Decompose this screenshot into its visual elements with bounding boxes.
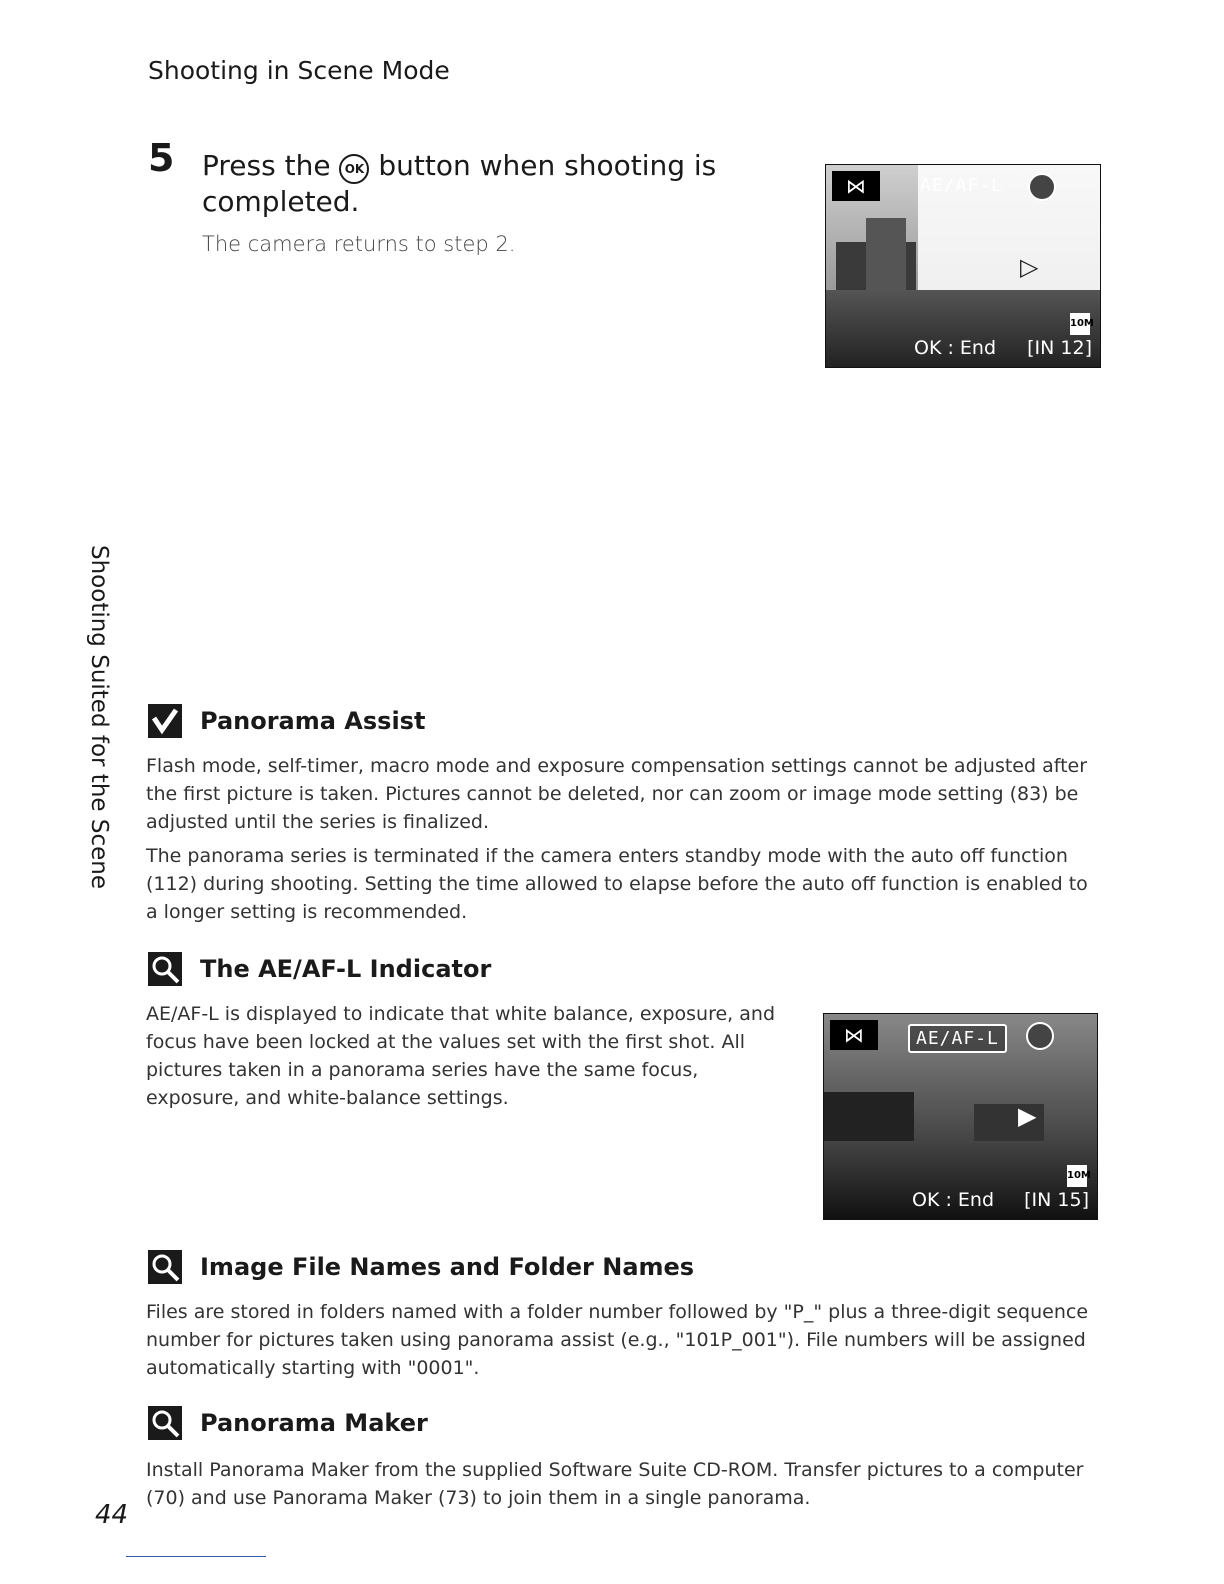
note-heading-ael-indicator bbox=[148, 952, 491, 986]
paragraph: Files are stored in folders named with a folder number followed by "P_" plus a three-digit sequence number for pictures taken using panorama assist (e.g., "101P_001"). File numbers will be assigned automatically starting with "0001". bbox=[146, 1301, 1089, 1379]
exposure-count: [IN 12] bbox=[1027, 337, 1092, 359]
side-tab-label: Shooting Suited for the Scene bbox=[86, 545, 112, 889]
note-heading-file-names bbox=[148, 1250, 694, 1284]
page-number: 44 bbox=[95, 1500, 129, 1530]
camera-screen-1 bbox=[825, 164, 1101, 368]
ae-af-lock-label: AE/AF-L bbox=[908, 1024, 1007, 1053]
note-title: The AE/AF-L Indicator bbox=[200, 955, 492, 983]
tip-magnifier-icon bbox=[148, 952, 182, 986]
direction-arrow-icon: ▶ bbox=[1018, 1102, 1037, 1130]
note-body-file-names bbox=[146, 1298, 1096, 1382]
caution-check-icon bbox=[148, 704, 182, 738]
note-body-panorama-assist bbox=[146, 752, 1096, 926]
note-body-panorama-maker bbox=[146, 1456, 1096, 1512]
page-header: Shooting in Scene Mode bbox=[148, 56, 450, 85]
ok-end-label: OK : End bbox=[912, 1189, 995, 1211]
footer-rule bbox=[126, 1556, 266, 1557]
paragraph: Install Panorama Maker from the supplied Software Suite CD-ROM. Transfer pictures to a computer (70) and use Panorama Maker (73) to join them in a single panorama. bbox=[146, 1459, 1084, 1509]
step-description: The camera returns to step 2. bbox=[202, 232, 516, 256]
direction-arrow-icon: ▷ bbox=[1020, 253, 1039, 281]
note-title: Panorama Assist bbox=[200, 707, 426, 735]
tip-magnifier-icon bbox=[148, 1406, 182, 1440]
tip-magnifier-icon bbox=[148, 1250, 182, 1284]
paragraph: The panorama series is terminated if the camera enters standby mode with the auto off function (112) during shooting. Setting the time allowed to elapse before the auto off function is enabled to a longer setting is recommended. bbox=[146, 845, 1088, 923]
ae-af-lock-label: AE/AF-L bbox=[920, 175, 1003, 196]
step-number: 5 bbox=[148, 136, 175, 180]
timer-icon bbox=[1026, 1022, 1054, 1050]
step-title-before: Press the bbox=[202, 149, 331, 182]
exposure-count: [IN 15] bbox=[1024, 1189, 1089, 1211]
note-title: Panorama Maker bbox=[200, 1409, 428, 1437]
note-heading-panorama-maker bbox=[148, 1406, 428, 1440]
step-title-after: button when shooting is completed. bbox=[202, 149, 717, 218]
ok-button-icon: OK bbox=[339, 154, 369, 184]
ok-end-label: OK : End bbox=[914, 337, 997, 359]
image-size-icon: 10M bbox=[1070, 313, 1090, 335]
step-title bbox=[202, 148, 722, 220]
note-title: Image File Names and Folder Names bbox=[200, 1253, 695, 1281]
panorama-mode-icon: ⋈ bbox=[830, 1020, 878, 1050]
timer-icon bbox=[1028, 173, 1056, 201]
note-heading-panorama-assist bbox=[148, 704, 425, 738]
note-body-ael-indicator bbox=[146, 1000, 796, 1112]
paragraph: Flash mode, self-timer, macro mode and exposure compensation settings cannot be adjusted after the first picture is taken. Pictures cannot be deleted, nor can zoom or image mode setting (83) be adjusted until the series is finalized. bbox=[146, 755, 1088, 833]
image-size-icon: 10M bbox=[1067, 1165, 1087, 1187]
panorama-mode-icon: ⋈ bbox=[832, 171, 880, 201]
paragraph: AE/AF-L is displayed to indicate that white balance, exposure, and focus have been locked at the values set with the first shot. All pictures taken in a panorama series have the same focus, exposure, and white-balance settings. bbox=[146, 1003, 776, 1109]
camera-screen-2 bbox=[823, 1013, 1098, 1220]
